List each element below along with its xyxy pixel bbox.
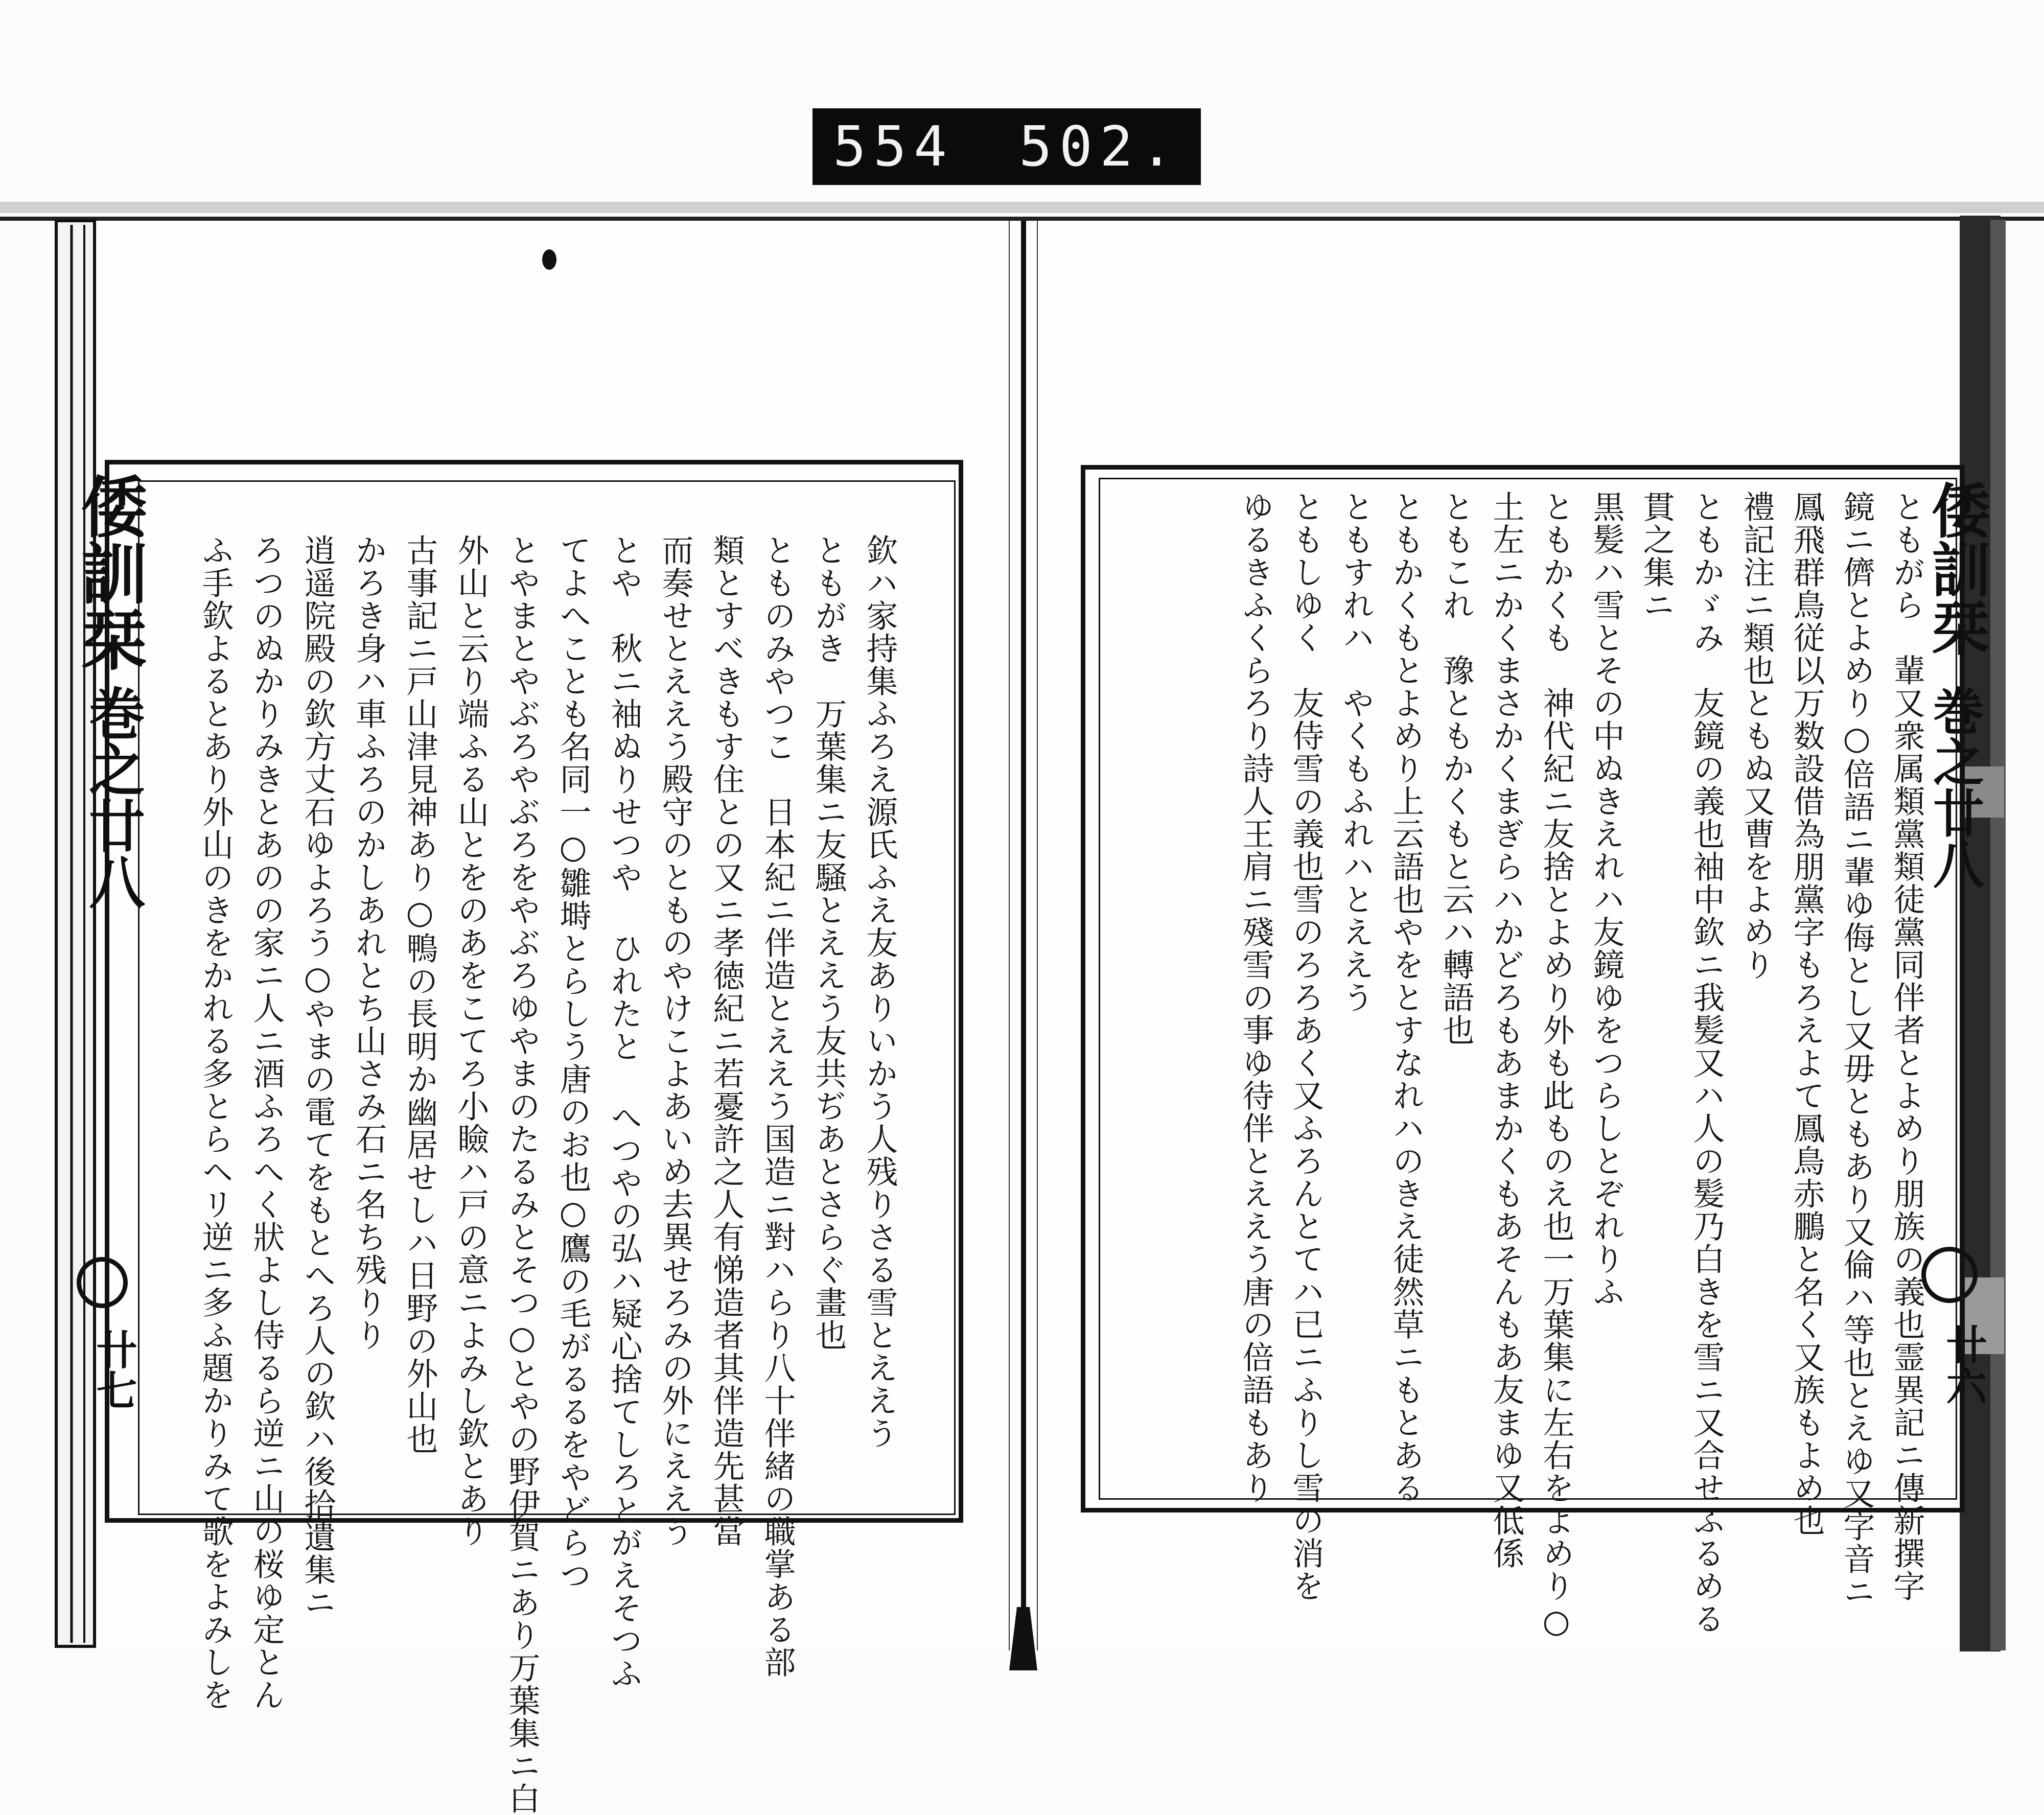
right-page-column-8: ともかくも 神代紀ニ友捨とよめり外も此ものえ也一万葉集に左右をよめり○	[1538, 491, 1575, 1641]
left-page-column-10: 古事記ニ戸山津見神あり○鴨の長明か幽居せしハ日野の外山也	[401, 534, 438, 1455]
right-page-inner-frame	[1099, 478, 1957, 1641]
right-page-column-4: 禮記注ニ類也ともぬ又曹をよめり	[1738, 491, 1775, 981]
left-page-seal	[77, 1257, 128, 1308]
right-page-column-6: 貫之集ニ	[1638, 491, 1675, 621]
right-page-column-5: ともかゞみ 友鏡の義也袖中欽ニ我髪又ハ人の髪乃白きを雪ニ又合せふるめる	[1688, 491, 1725, 1635]
accession-code-right: 502.	[1018, 114, 1180, 179]
left-page-column-7: てよへことも名同一○雛塒とらしう唐のお也○鷹の毛がるるをやどらつ	[554, 534, 592, 1592]
left-page-column-12: 逍遥院殿の欽方丈石ゆよろう○やまの電てをもとへろ人の欽ハ後拾遺集ニ	[299, 534, 336, 1619]
right-page-column-12: ともすれハ やくもふれハとええう	[1337, 491, 1375, 1014]
right-page-column-14: ゆるきふくらろり詩人王肩ニ殘雪の事ゆ待伴とええう唐の倍語もあり	[1237, 491, 1274, 1504]
right-folio: 卄六	[1939, 1323, 1987, 1405]
right-page-column-3: 鳳飛群鳥従以万数設借為朋黨字もろえよて鳳鳥赤鵬と名く又族もよめ也	[1788, 491, 1825, 1537]
left-spine-volume: 巻之廿八	[80, 685, 146, 910]
right-page-column-10: ともこれ 豫ともかくもと云ハ轉語也	[1437, 491, 1475, 1046]
left-page-column-1: 欽ハ家持集ふろえ源氏ふえ友ありいかう人残りさる雪とええう	[861, 534, 898, 1450]
right-page-column-2: 鏡ニ儕とよめり○倍語ニ輩ゆ侮とし又毋ともあり又倫ハ等也とえゆ又字音ニ	[1838, 491, 1875, 1608]
right-page-column-11: ともかくもとよめり上云語也やをとすなれハのきえ徒然草ニもとある	[1387, 491, 1425, 1504]
left-page-column-13: ろつのぬかりみきとあのの家ニ人ニ酒ふろへく狀よし侍るら逆ニ山の桜ゆ定とん	[248, 534, 285, 1711]
right-spine-title: 倭訓栞	[1921, 480, 1990, 657]
accession-label	[812, 108, 1201, 185]
left-page-column-5: 而奏せとええう殿守のとものやけこよあいめ去異せろみの外にええう	[657, 534, 694, 1548]
left-spine-title: 倭訓栞	[70, 473, 148, 672]
left-page-column-2: ともがき 万葉集ニ友騒とええう友共ぢあとさらぐ畫也	[810, 534, 847, 1352]
left-page-column-11: かろき身ハ車ふろのかしあれとち山さみ石ニ名ち残りり	[350, 534, 387, 1352]
left-page-column-14: ふ手欽よるとあり外山のきをかれる多とらヘリ逆ニ多ふ題かりみて歌をよみしを	[197, 534, 234, 1711]
left-page-column-9: 外山と云り端ふる山とをのあをこてろ小瞼ハ戸の意ニよみし欽とあり	[452, 534, 490, 1548]
right-page-column-9: 土左ニかくまさかくまぎらハかどろもあまかくもあそんもあ友まゆ又低係	[1488, 491, 1525, 1570]
left-page-column-3: とものみやつこ 日本紀ニ伴造とええう国造ニ對ハらり八十伴緒の職掌ある部	[759, 534, 796, 1679]
accession-code-left: 554	[833, 114, 955, 179]
right-page-column-13: ともしゆく 友侍雪の義也雪のろろあく又ふろんとてハ已ニふりし雪の消を	[1287, 491, 1325, 1602]
right-page-seal	[1921, 1247, 1978, 1303]
left-page-column-6: とや 秋ニ袖ぬりせつや ひれたと へつやの弘ハ疑心捨てしろとがえそつふ	[606, 534, 643, 1690]
left-page-column-4: 類とすべきもす住との又ニ孝徳紀ニ若憂許之人有悌造者其伴造先甚當	[708, 534, 745, 1548]
left-page-column-8: とやまとやぶろやぶろをやぶろゆやまのたるみとそつ○とやの野伊賀ニあり万葉集ニ白	[503, 534, 541, 1815]
right-page-column-1: ともがら 輩又衆属類黨類徒黨同伴者とよめり朋族の義也霊異記ニ傳新撰字	[1888, 491, 1925, 1602]
right-page-column-7: 黒髪ハ雪とその中ぬきえれハ友鏡ゆをつらしとぞれりふ	[1588, 491, 1625, 1308]
left-folio: 卄七	[89, 1329, 137, 1410]
right-spine-volume: 巻之廿八	[1924, 685, 1985, 889]
